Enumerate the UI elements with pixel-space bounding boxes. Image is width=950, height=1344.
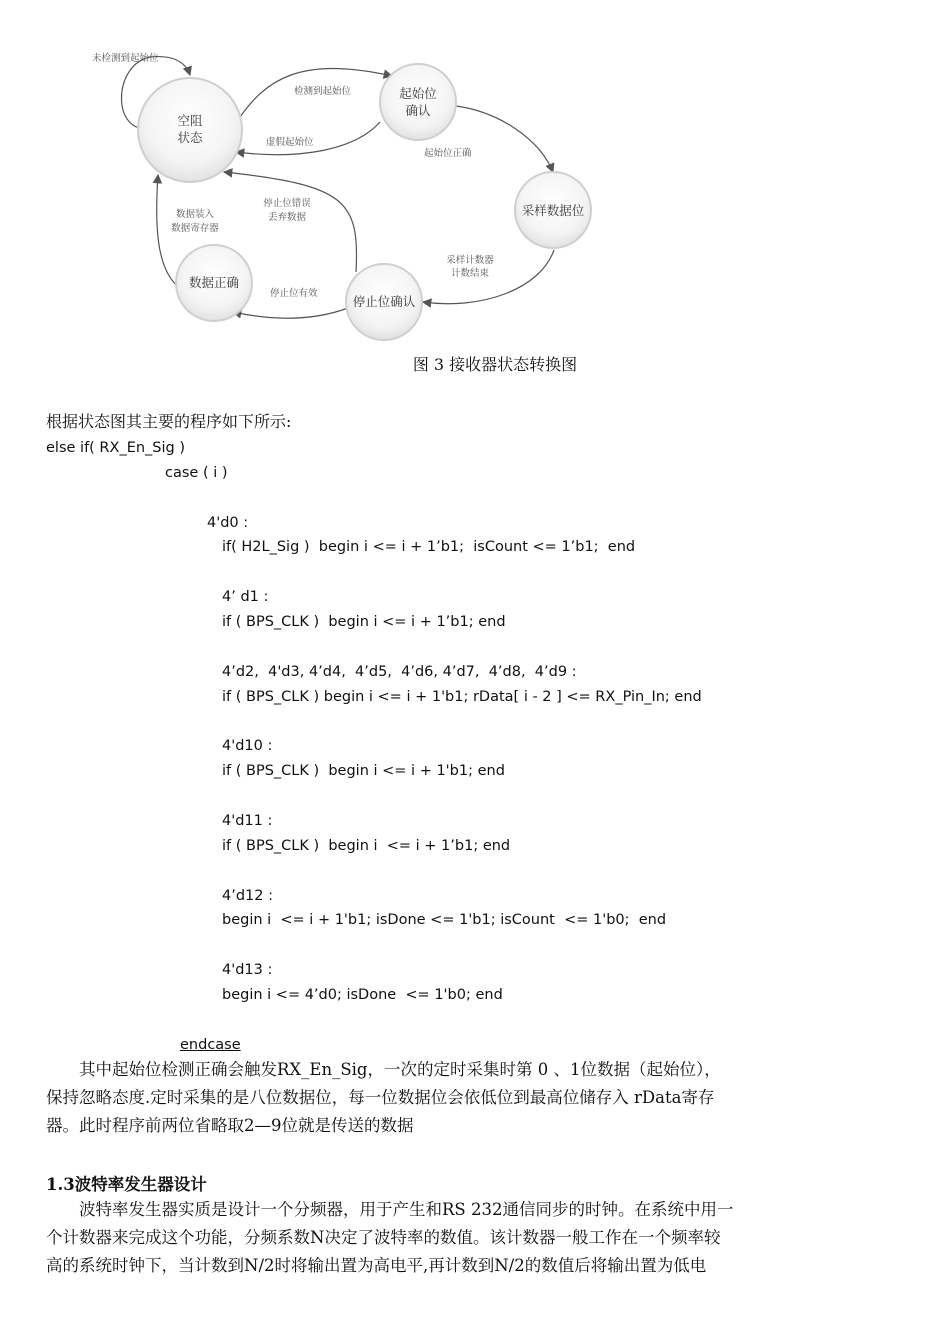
para1-line3: 器。此时程序前两位省略取2—9位就是传送的数据 — [46, 1116, 414, 1135]
code-case12-label: 4’d12 : — [222, 888, 273, 904]
edge-label-counter-done — [446, 254, 494, 279]
state-start-confirm — [380, 64, 456, 140]
stoperr-l2: 丢弃数据 — [267, 212, 307, 223]
code-case2-label: 4’d2, 4'd3, 4’d4, 4’d5, 4’d6, 4’d7, 4’d8, 4’d9 : — [222, 664, 577, 680]
state-diagram — [0, 0, 950, 345]
idle-l1: 空阻 — [177, 113, 203, 128]
edge-stop-to-dataok — [233, 308, 348, 318]
para2-line1: 波特率发生器实质是设计一个分频器，用于产生和RS 232通信同步的时钟。在系统中用一 — [46, 1200, 734, 1219]
state-sample-label: 采样数据位 — [521, 203, 585, 218]
state-stop-label: 停止位确认 — [352, 294, 416, 309]
counter-l2: 计数结束 — [450, 268, 490, 279]
code-case2-body: if ( BPS_CLK ) begin i <= i + 1'b1; rData[ i - 2 ] <= RX_Pin_In; end — [222, 689, 702, 705]
para1-line2: 保持忽略态度.定时采集的是八位数据位，每一位数据位会依低位到最高位储存入 rData寄存 — [46, 1088, 715, 1107]
code-case11-body: if ( BPS_CLK ) begin i <= i + 1’b1; end — [222, 838, 511, 854]
paragraph-baud-generator — [46, 1196, 908, 1280]
paragraph-rx-explanation — [46, 1056, 908, 1140]
edge-label-not-detected: 未检测到起始位 — [92, 53, 159, 64]
code-line-else-if: else if( RX_En_Sig ) — [46, 440, 185, 456]
code-line-case: case ( i ) — [165, 465, 228, 481]
code-endcase: endcase — [180, 1037, 241, 1053]
code-case10-label: 4'd10 : — [222, 738, 273, 754]
code-case13-label: 4'd13 : — [222, 962, 273, 978]
intro-text: 根据状态图其主要的程序如下所示: — [46, 412, 292, 431]
edge-start-to-sample — [456, 106, 553, 172]
code-case1-body: if ( BPS_CLK ) begin i <= i + 1’b1; end — [222, 614, 506, 630]
section-heading: 1.3波特率发生器设计 — [46, 1175, 207, 1194]
edge-label-stop-valid: 停止位有效 — [270, 288, 318, 299]
edge-label-false-start: 虚假起始位 — [266, 137, 314, 148]
para1-line1: 其中起始位检测正确会触发RX_En_Sig，一次的定时采集时第 0 、1位数据（起始位）， — [46, 1060, 721, 1079]
start-l1: 起始位 — [399, 86, 437, 101]
intoreg-l2: 数据寄存器 — [171, 223, 219, 234]
start-l2: 确认 — [405, 103, 431, 118]
para2-line3: 高的系统时钟下，当计数到N/2时将输出置为高电平,再计数到N/2的数值后将输出置为低电 — [46, 1256, 707, 1275]
idle-l2: 状态 — [177, 130, 203, 145]
stoperr-l1: 停止位错误 — [263, 198, 311, 209]
code-case1-label: 4’ d1 : — [222, 589, 269, 605]
counter-l1: 采样计数器 — [446, 255, 494, 266]
edge-label-stop-error — [263, 197, 311, 223]
edge-label-detected: 检测到起始位 — [294, 86, 352, 97]
edge-label-start-ok: 起始位正确 — [424, 148, 472, 159]
code-case13-body: begin i <= 4’d0; isDone <= 1'b0; end — [222, 987, 503, 1003]
intoreg-l1: 数据装入 — [175, 209, 215, 220]
code-case10-body: if ( BPS_CLK ) begin i <= i + 1'b1; end — [222, 763, 505, 779]
code-case0-body: if( H2L_Sig ) begin i <= i + 1’b1; isCount <= 1’b1; end — [222, 539, 636, 555]
state-dataok-label: 数据正确 — [188, 275, 240, 290]
edge-label-into-reg — [171, 208, 219, 234]
para2-line2: 个计数器来完成这个功能，分频系数N决定了波特率的数值。该计数器一般工作在一个频率较 — [46, 1228, 721, 1247]
code-case12-body: begin i <= i + 1'b1; isDone <= 1'b1; isCount <= 1'b0; end — [222, 912, 667, 928]
code-case11-label: 4'd11 : — [222, 813, 273, 829]
code-case0-label: 4'd0 : — [207, 515, 249, 531]
figure-caption: 图 3 接收器状态转换图 — [412, 355, 578, 374]
